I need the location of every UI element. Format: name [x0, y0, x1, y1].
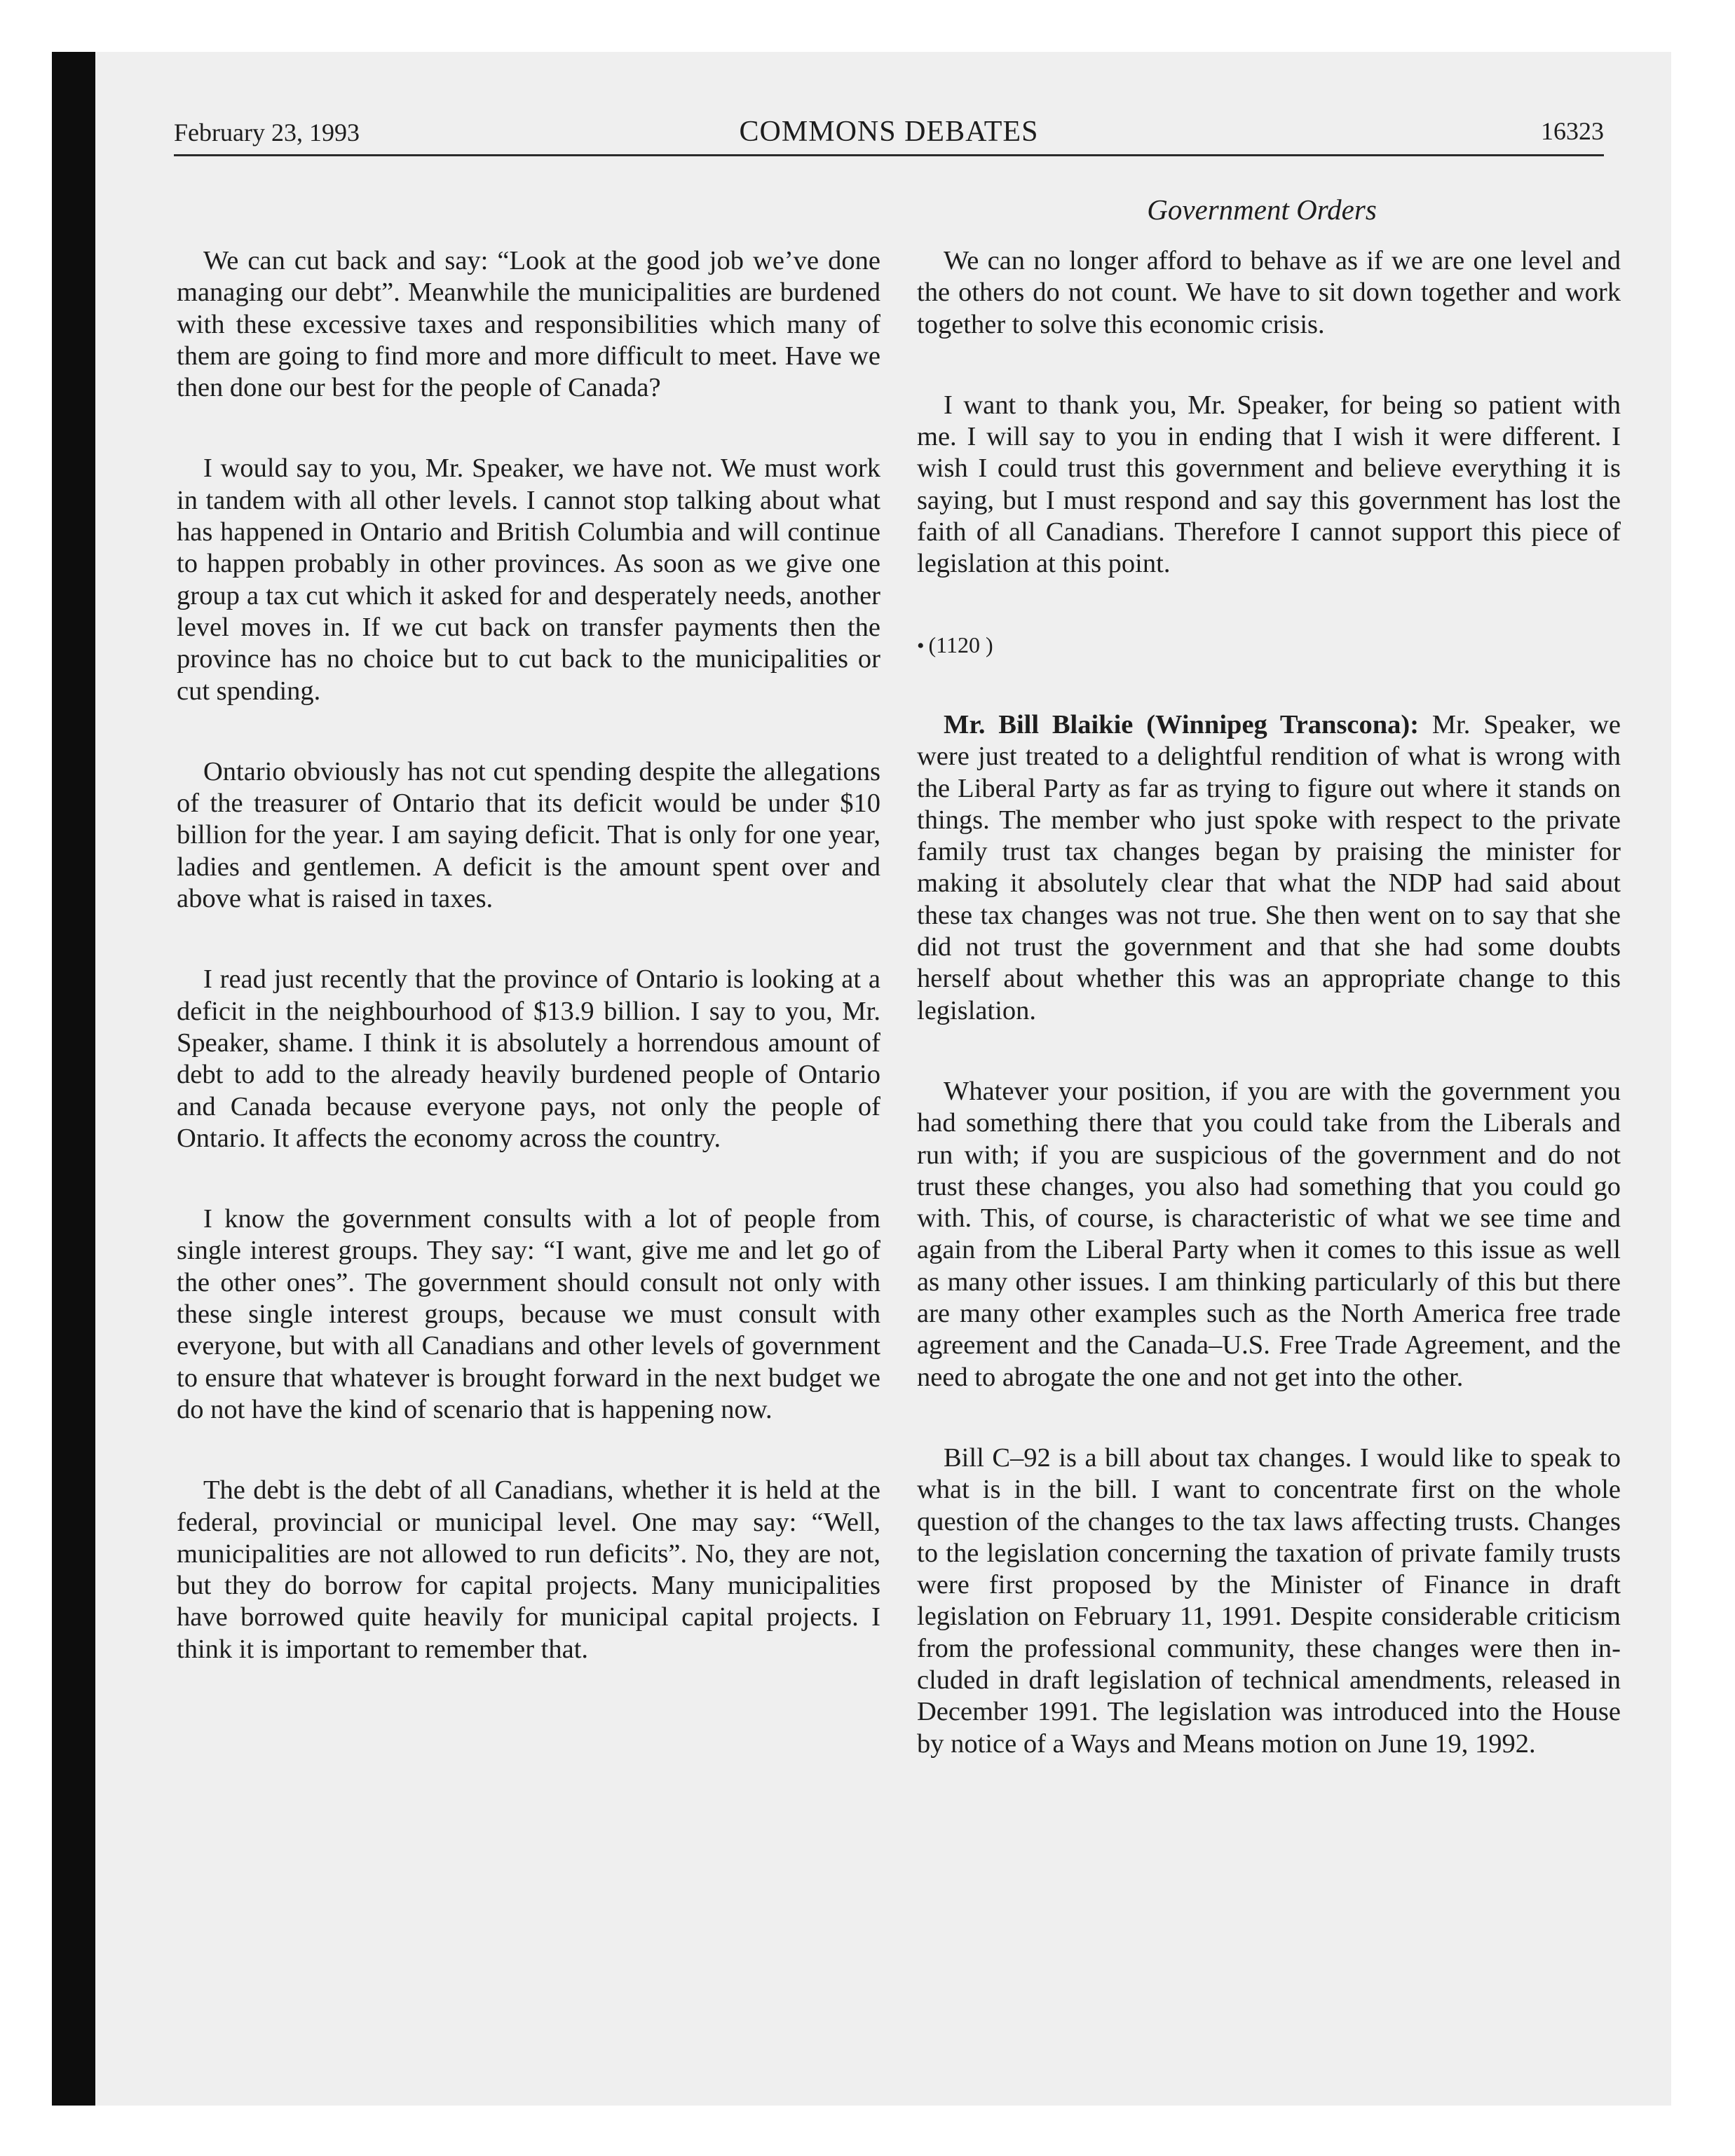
binding-edge	[52, 52, 95, 2106]
header-title: COMMONS DEBATES	[739, 116, 1039, 148]
paragraph: We can no longer afford to behave as if we are one level and the others do not count. We have to sit down together and work together to solve this economic crisis.	[917, 246, 1621, 339]
speaker-name: Mr. Bill Blaikie (Winnipeg Transcona):	[944, 709, 1420, 739]
paragraph: Bill C–92 is a bill about tax changes. I would like to speak to what is in the bill. I want to concentrate first on the whole question of the changes to the tax laws affecting trusts. Changes to the legislation concerning the taxation of private family trusts were first proposed by the Minister of Finance in draft legislation on February 11, 1991. Despite considerable criticism from the professional community, these changes were then included in draft legislation of technical amendments, released in December 1991. The legislation was introduced into the House by notice of a Ways and Means motion on June 19, 1992.	[917, 1442, 1621, 1759]
bullet-icon: •	[917, 634, 925, 657]
page-number: 16323	[1541, 117, 1604, 145]
speaker-paragraph	[917, 709, 1621, 1027]
section-label: Government Orders	[1147, 193, 1377, 226]
left-column	[177, 245, 880, 1714]
paragraph: We can cut back and say: “Look at the good job we’ve done managing our debt”. Meanwhile the municipalities are burdened with these excessive taxes and responsibilities which many of them are going to find more and more difficult to meet. Have we then done our best for the people of Canada?	[177, 246, 880, 403]
time-marker	[917, 629, 1621, 662]
paragraph: I read just recently that the province of Ontario is looking at a deficit in the neighbourhood of $13.9 billion. I say to you, Mr. Speaker, shame. I think it is absolutely a horrendous amount of debt to add to the already heavily burdened people of Ontario and Canada because everyone pays, not only the people of Ontario. It affects the economy across the country.	[177, 964, 880, 1153]
paragraph: I want to thank you, Mr. Speaker, for being so patient with me. I will say to you in ending that I wish it were different. I wish I could trust this government and believe everything it is saying, but I must respond and say this government has lost the faith of all Canadians. Therefore I cannot support this piece of legislation at this point.	[917, 390, 1621, 579]
time-marker-text: (1120 )	[928, 632, 993, 657]
speaker-text: Mr. Speaker, we were just treated to a delightful rendition of what is wrong with the Liberal Party as far as trying to figure out where it stands on things. The member who just spoke with respect to the private family trust tax changes began by praising the minister for making it absolutely clear that what the NDP had said about these tax changes was not true. She then went on to say that she did not trust the government and that she had some doubts herself about whether this was an appropriate change to this legislation.	[917, 709, 1621, 1025]
paragraph: Ontario obviously has not cut spending despite the allegations of the treasurer of Ontario that its deficit would be under $10 billion for the year. I am saying deficit. That is only for one year, ladies and gentlemen. A deficit is the amount spent over and above what is raised in taxes.	[177, 756, 880, 914]
right-column	[917, 245, 1621, 1809]
paragraph: I would say to you, Mr. Speaker, we have not. We must work in tandem with all other levels. I cannot stop talking about what has happened in Ontario and British Columbia and will continue to happen probably in other provinces. As soon as we give one group a tax cut which it asked for and desperately needs, another level moves in. If we cut back on transfer payments then the province has no choice but to cut back to the municipalities or cut spending.	[177, 453, 880, 706]
header-date: February 23, 1993	[174, 118, 360, 146]
paragraph: Whatever your position, if you are with the government you had something there that you could take from the Liberals and run with; if you are suspicious of the government and do not trust these changes, you also had something that you could go with. This, of course, is characteristic of what we see time and again from the Liberal Party when it comes to this issue as well as many other issues. I am thinking particularly of this but there are many other examples such as the North America free trade agreement and the Canada–U.S. Free Trade Agreement, and the need to abrogate the one and not get into the other.	[917, 1076, 1621, 1392]
page-header	[174, 112, 1604, 156]
paragraph: I know the government consults with a lot of people from single interest groups. They say: “I want, give me and let go of the other ones”. The government should consult not only with these single interest groups, because we must consult with everyone, but with all Canadians and other levels of government to ensure that whatever is brought forward in the next budget we do not have the kind of scenario that is happening now.	[177, 1204, 880, 1424]
paragraph: The debt is the debt of all Canadians, whether it is held at the federal, provincial or municipal level. One may say: “Well, municipalities are not allowed to run deficits”. No, they are not, but they do borrow for capital projects. Many municipalities have borrowed quite heavily for municipal capital projects. I think it is important to remember that.	[177, 1475, 880, 1664]
